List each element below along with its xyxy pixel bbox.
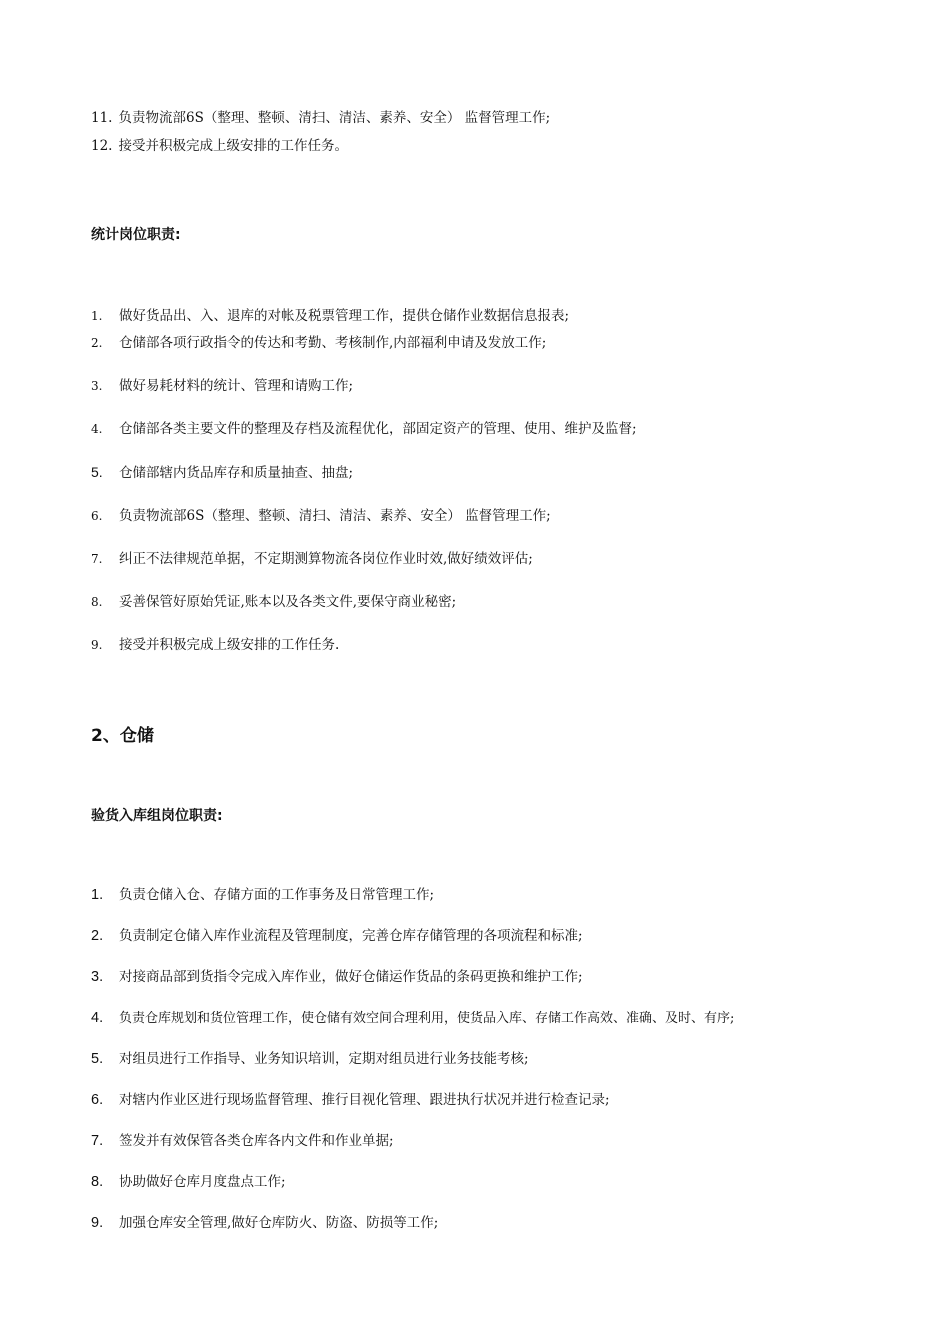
item-number: 5. — [91, 1051, 104, 1067]
list-item — [91, 1214, 438, 1232]
item-number: 3. — [91, 379, 103, 393]
list-item — [91, 593, 456, 611]
item-number: 2. — [91, 928, 104, 944]
item-text: 对接商品部到货指令完成入库作业，做好仓储运作货品的条码更换和维护工作; — [119, 969, 583, 985]
list-item — [91, 927, 583, 945]
item-text: 接受并积极完成上级安排的工作任务。 — [118, 138, 348, 154]
item-number: 6. — [91, 509, 103, 523]
item-text: 加强仓库安全管理,做好仓库防火、防盗、防损等工作; — [119, 1215, 439, 1231]
item-number: 1. — [91, 887, 104, 903]
item-text: 纠正不法律规范单据，不定期测算物流各岗位作业时效,做好绩效评估; — [119, 551, 533, 567]
list-item — [91, 463, 353, 482]
item-number: 9. — [91, 1215, 104, 1231]
item-number: 4. — [91, 1010, 104, 1026]
item-text: 做好易耗材料的统计、管理和请购工作; — [119, 378, 354, 394]
item-number: 9. — [91, 638, 103, 652]
item-text: 仓储部各类主要文件的整理及存档及流程优化，部固定资产的管理、使用、维护及监督; — [119, 421, 637, 437]
item-text: 负责仓库规划和货位管理工作，使仓储有效空间合理利用，使货品入库、存储工作高效、准确、及时、有序; — [119, 1011, 735, 1026]
item-text: 负责物流部6S（整理、整顿、清扫、清洁、素养、安全） 监督管理工作; — [118, 110, 551, 126]
item-text: 做好货品出、入、退库的对帐及税票管理工作，提供仓储作业数据信息报表; — [119, 308, 570, 324]
list-item — [91, 137, 348, 155]
item-text: 签发并有效保管各类仓库各内文件和作业单据; — [119, 1133, 394, 1149]
list-item — [91, 1091, 610, 1109]
item-text: 对组员进行工作指导、业务知识培训，定期对组员进行业务技能考核; — [119, 1051, 529, 1067]
list-item — [91, 1050, 529, 1068]
item-text: 负责物流部6S（整理、整顿、清扫、清洁、素养、安全） 监督管理工作; — [119, 508, 551, 524]
list-item — [91, 1132, 394, 1150]
chapter-heading: 2、仓储 — [91, 726, 154, 746]
list-item — [91, 334, 546, 352]
item-number: 6. — [91, 1092, 104, 1108]
item-text: 仓储部各项行政指令的传达和考勤、考核制作,内部福利申请及发放工作; — [119, 335, 547, 351]
item-number: 7. — [91, 552, 103, 566]
item-text: 妥善保管好原始凭证,账本以及各类文件,要保守商业秘密; — [119, 594, 457, 610]
list-item — [91, 507, 551, 525]
item-text: 仓储部辖内货品库存和质量抽查、抽盘; — [119, 465, 354, 481]
item-number: 2. — [91, 336, 103, 350]
item-text: 协助做好仓库月度盘点工作; — [119, 1174, 286, 1190]
item-number: 3. — [91, 969, 104, 985]
section-heading: 验货入库组岗位职责: — [91, 808, 223, 824]
list-item — [91, 307, 569, 325]
item-number: 5. — [91, 464, 103, 480]
item-number: 4. — [91, 422, 103, 436]
list-item — [91, 1173, 286, 1191]
item-text: 对辖内作业区进行现场监督管理、推行目视化管理、跟进执行状况并进行检查记录; — [119, 1092, 610, 1108]
section-heading: 统计岗位职责: — [91, 227, 181, 243]
item-text: 负责仓储入仓、存储方面的工作事务及日常管理工作; — [119, 887, 435, 903]
list-item — [91, 109, 550, 127]
list-item — [91, 636, 339, 654]
list-item — [91, 550, 533, 568]
item-number: 8. — [91, 595, 103, 609]
item-number: 11. — [91, 110, 113, 126]
list-item — [91, 420, 637, 438]
item-text: 负责制定仓储入库作业流程及管理制度，完善仓库存储管理的各项流程和标准; — [119, 928, 583, 944]
item-number: 8. — [91, 1174, 104, 1190]
list-item — [91, 886, 434, 904]
list-item — [91, 968, 583, 986]
item-number: 1. — [91, 309, 103, 323]
list-item — [91, 377, 353, 395]
item-text: 接受并积极完成上级安排的工作任务. — [119, 637, 340, 653]
item-number: 7. — [91, 1133, 104, 1149]
list-item — [91, 1009, 734, 1028]
item-number: 12. — [91, 138, 113, 154]
